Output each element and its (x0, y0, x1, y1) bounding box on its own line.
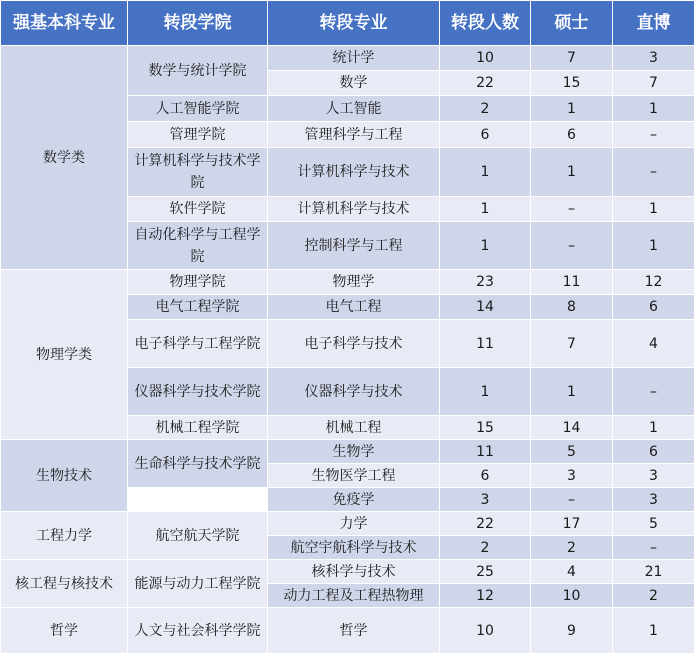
phd-cell: – (613, 368, 695, 416)
count-cell: 11 (440, 440, 531, 464)
target-cell: 仪器科学与技术 (268, 368, 440, 416)
phd-cell: 3 (613, 46, 695, 71)
phd-cell: 2 (613, 584, 695, 608)
count-cell: 1 (440, 148, 531, 197)
master-cell: – (531, 222, 613, 270)
count-cell: 1 (440, 197, 531, 222)
master-cell: 14 (531, 416, 613, 440)
phd-cell: 5 (613, 512, 695, 536)
target-cell: 免疫学 (268, 488, 440, 512)
master-cell: 10 (531, 584, 613, 608)
phd-cell: 1 (613, 222, 695, 270)
phd-cell: – (613, 148, 695, 197)
phd-cell: – (613, 536, 695, 560)
master-cell: 7 (531, 46, 613, 71)
target-cell: 物理学 (268, 270, 440, 295)
phd-cell: 7 (613, 71, 695, 96)
target-cell: 计算机科学与技术 (268, 197, 440, 222)
master-cell: 7 (531, 320, 613, 368)
table-row (1, 46, 695, 71)
phd-cell: 3 (613, 464, 695, 488)
table-row (1, 440, 695, 464)
target-cell: 计算机科学与技术 (268, 148, 440, 197)
college-cell: 数学与统计学院 (128, 46, 268, 96)
target-cell: 核科学与技术 (268, 560, 440, 584)
college-cell-empty (128, 488, 268, 512)
phd-cell: 1 (613, 96, 695, 122)
major-cell: 核工程与核技术 (1, 560, 128, 608)
phd-cell: 3 (613, 488, 695, 512)
college-cell: 电气工程学院 (128, 295, 268, 320)
college-cell: 自动化科学与工程学院 (128, 222, 268, 270)
table-row (1, 608, 695, 654)
target-cell: 生物学 (268, 440, 440, 464)
master-cell: 11 (531, 270, 613, 295)
count-cell: 14 (440, 295, 531, 320)
college-cell: 电子科学与工程学院 (128, 320, 268, 368)
phd-cell: 12 (613, 270, 695, 295)
target-cell: 电气工程 (268, 295, 440, 320)
table-row (1, 512, 695, 536)
master-cell: 15 (531, 71, 613, 96)
college-cell: 软件学院 (128, 197, 268, 222)
master-cell: – (531, 197, 613, 222)
phd-cell: 21 (613, 560, 695, 584)
college-cell: 人文与社会科学学院 (128, 608, 268, 654)
count-cell: 22 (440, 512, 531, 536)
count-cell: 2 (440, 96, 531, 122)
header-college: 转段学院 (128, 1, 268, 46)
count-cell: 2 (440, 536, 531, 560)
master-cell: 2 (531, 536, 613, 560)
master-cell: 8 (531, 295, 613, 320)
major-cell: 数学类 (1, 46, 128, 270)
master-cell: 17 (531, 512, 613, 536)
target-cell: 航空宇航科学与技术 (268, 536, 440, 560)
target-cell: 机械工程 (268, 416, 440, 440)
college-cell: 航空航天学院 (128, 512, 268, 560)
phd-cell: 6 (613, 295, 695, 320)
target-cell: 生物医学工程 (268, 464, 440, 488)
table-row (1, 270, 695, 295)
count-cell: 25 (440, 560, 531, 584)
master-cell: 1 (531, 96, 613, 122)
target-cell: 力学 (268, 512, 440, 536)
college-cell: 管理学院 (128, 122, 268, 148)
college-cell: 计算机科学与技术学院 (128, 148, 268, 197)
college-cell: 生命科学与技术学院 (128, 440, 268, 488)
target-cell: 数学 (268, 71, 440, 96)
master-cell: 1 (531, 148, 613, 197)
count-cell: 12 (440, 584, 531, 608)
count-cell: 10 (440, 46, 531, 71)
college-cell: 物理学院 (128, 270, 268, 295)
table-row (1, 560, 695, 584)
header-major: 强基本科专业 (1, 1, 128, 46)
phd-cell: 1 (613, 416, 695, 440)
target-cell: 人工智能 (268, 96, 440, 122)
count-cell: 15 (440, 416, 531, 440)
count-cell: 10 (440, 608, 531, 654)
major-cell: 哲学 (1, 608, 128, 654)
target-cell: 统计学 (268, 46, 440, 71)
college-cell: 能源与动力工程学院 (128, 560, 268, 608)
master-cell: 4 (531, 560, 613, 584)
master-cell: 3 (531, 464, 613, 488)
master-cell: 5 (531, 440, 613, 464)
master-cell: 6 (531, 122, 613, 148)
header-phd: 直博 (613, 1, 695, 46)
target-cell: 动力工程及工程热物理 (268, 584, 440, 608)
phd-cell: 4 (613, 320, 695, 368)
target-cell: 管理科学与工程 (268, 122, 440, 148)
college-cell: 人工智能学院 (128, 96, 268, 122)
master-cell: 1 (531, 368, 613, 416)
target-cell: 电子科学与技术 (268, 320, 440, 368)
college-cell: 机械工程学院 (128, 416, 268, 440)
phd-cell: 6 (613, 440, 695, 464)
count-cell: 22 (440, 71, 531, 96)
count-cell: 11 (440, 320, 531, 368)
header-target-major: 转段专业 (268, 1, 440, 46)
master-cell: 9 (531, 608, 613, 654)
header-count: 转段人数 (440, 1, 531, 46)
phd-cell: 1 (613, 197, 695, 222)
count-cell: 6 (440, 122, 531, 148)
target-cell: 控制科学与工程 (268, 222, 440, 270)
target-cell: 哲学 (268, 608, 440, 654)
major-cell: 生物技术 (1, 440, 128, 512)
phd-cell: – (613, 122, 695, 148)
master-cell: – (531, 488, 613, 512)
count-cell: 6 (440, 464, 531, 488)
header-row (1, 1, 695, 46)
header-master: 硕士 (531, 1, 613, 46)
count-cell: 1 (440, 368, 531, 416)
major-cell: 物理学类 (1, 270, 128, 440)
major-cell: 工程力学 (1, 512, 128, 560)
phd-cell: 1 (613, 608, 695, 654)
count-cell: 23 (440, 270, 531, 295)
count-cell: 1 (440, 222, 531, 270)
college-cell: 仪器科学与技术学院 (128, 368, 268, 416)
count-cell: 3 (440, 488, 531, 512)
